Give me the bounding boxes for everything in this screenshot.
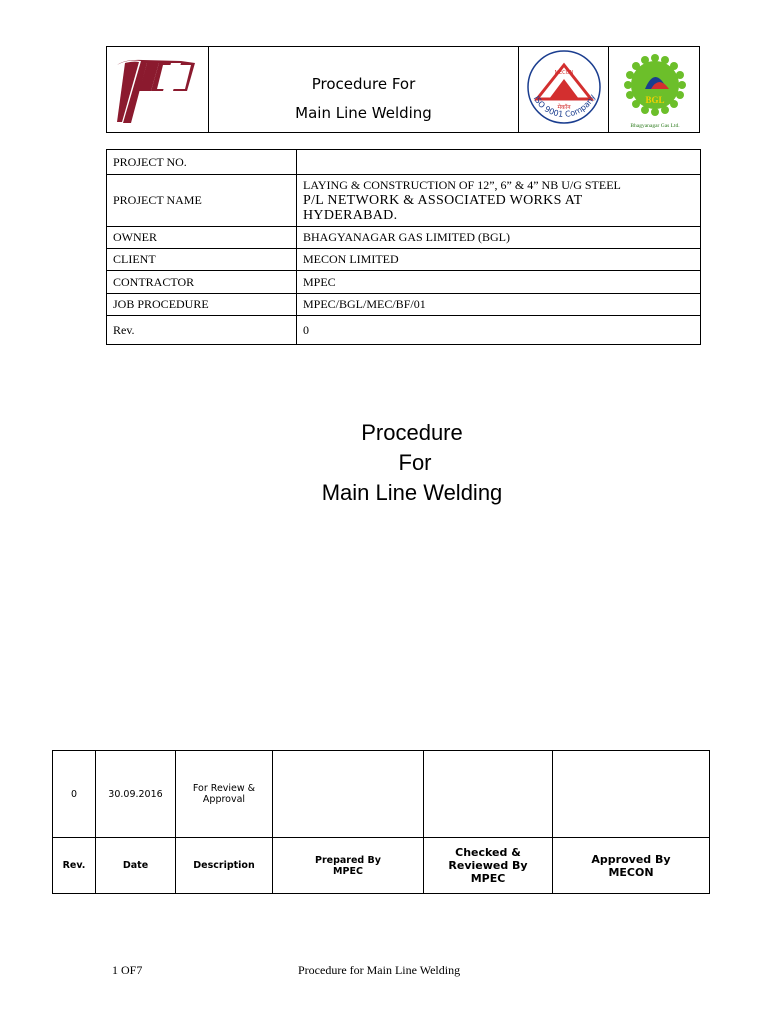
document-header xyxy=(106,46,700,133)
checked-header xyxy=(424,838,553,894)
prepared-cell xyxy=(273,751,424,838)
table-row xyxy=(53,838,710,894)
project-name-line2: P/L NETWORK & ASSOCIATED WORKS AT xyxy=(303,193,583,208)
table-row xyxy=(53,751,710,838)
job-procedure-label: JOB PROCEDURE xyxy=(107,294,297,316)
project-name-line3: HYDERABAD. xyxy=(303,208,398,223)
project-no-value xyxy=(297,150,701,175)
rev-cell: 0 xyxy=(53,751,96,838)
footer-title: Procedure for Main Line Welding xyxy=(298,963,461,977)
rev-label: Rev. xyxy=(107,316,297,345)
description-cell: For Review & Approval xyxy=(176,751,273,838)
table-row xyxy=(107,316,701,345)
header-title xyxy=(209,47,519,132)
svg-text:मेकॉन: मेकॉन xyxy=(557,104,571,111)
project-name-line1: LAYING & CONSTRUCTION OF 12”, 6” & 4” NB U/G STEEL xyxy=(303,178,621,192)
bgl-logo-icon xyxy=(609,47,701,133)
approved-cell xyxy=(553,751,710,838)
table-row xyxy=(107,175,701,227)
header-title-line1: Procedure For xyxy=(311,75,416,93)
table-row xyxy=(107,227,701,249)
checked-header-line2: Reviewed By xyxy=(448,859,528,872)
prepared-header-line1: Prepared By xyxy=(315,854,381,866)
main-title-line1: Procedure xyxy=(361,420,463,445)
svg-text:Bhagyanagar Gas Ltd.: Bhagyanagar Gas Ltd. xyxy=(630,123,680,129)
date-cell: 30.09.2016 xyxy=(96,751,176,838)
job-procedure-value: MPEC/BGL/MEC/BF/01 xyxy=(297,294,701,316)
main-title-line3: Main Line Welding xyxy=(321,480,503,505)
project-name-value xyxy=(297,175,701,227)
rev-value: 0 xyxy=(297,316,701,345)
contractor-value: MPEC xyxy=(297,271,701,294)
owner-label: OWNER xyxy=(107,227,297,249)
checked-header-line1: Checked & xyxy=(455,846,521,859)
project-info-table xyxy=(106,149,701,345)
checked-cell xyxy=(424,751,553,838)
table-row xyxy=(107,249,701,271)
svg-text:BGL: BGL xyxy=(645,95,665,105)
owner-value: BHAGYANAGAR GAS LIMITED (BGL) xyxy=(297,227,701,249)
checked-header-line3: MPEC xyxy=(470,872,506,885)
rev-header: Rev. xyxy=(53,838,96,894)
prepared-header xyxy=(273,838,424,894)
prepared-header-line2: MPEC xyxy=(333,865,363,877)
main-title-line2: For xyxy=(398,450,432,475)
approved-header-line1: Approved By xyxy=(591,852,671,866)
client-label: CLIENT xyxy=(107,249,297,271)
project-no-label: PROJECT NO. xyxy=(107,150,297,175)
table-row xyxy=(107,271,701,294)
mpec-logo-icon xyxy=(107,47,209,133)
mpec-logo-cell xyxy=(107,47,209,132)
table-row xyxy=(107,294,701,316)
mecon-logo-icon xyxy=(519,47,609,133)
description-header: Description xyxy=(176,838,273,894)
main-title xyxy=(0,418,768,508)
project-name-label: PROJECT NAME xyxy=(107,175,297,227)
approved-header xyxy=(553,838,710,894)
date-header: Date xyxy=(96,838,176,894)
contractor-label: CONTRACTOR xyxy=(107,271,297,294)
revision-table xyxy=(52,750,710,894)
footer-page-number: 1 OF7 xyxy=(112,963,143,977)
table-row xyxy=(107,150,701,175)
client-value: MECON LIMITED xyxy=(297,249,701,271)
svg-text:MECON: MECON xyxy=(554,70,574,76)
approved-header-line2: MECON xyxy=(608,865,654,879)
mecon-logo-cell xyxy=(519,47,609,132)
svg-text:ISO 9001 Company: ISO 9001 Company xyxy=(531,92,598,119)
header-title-line2: Main Line Welding xyxy=(295,104,432,122)
bgl-logo-cell xyxy=(609,47,699,132)
